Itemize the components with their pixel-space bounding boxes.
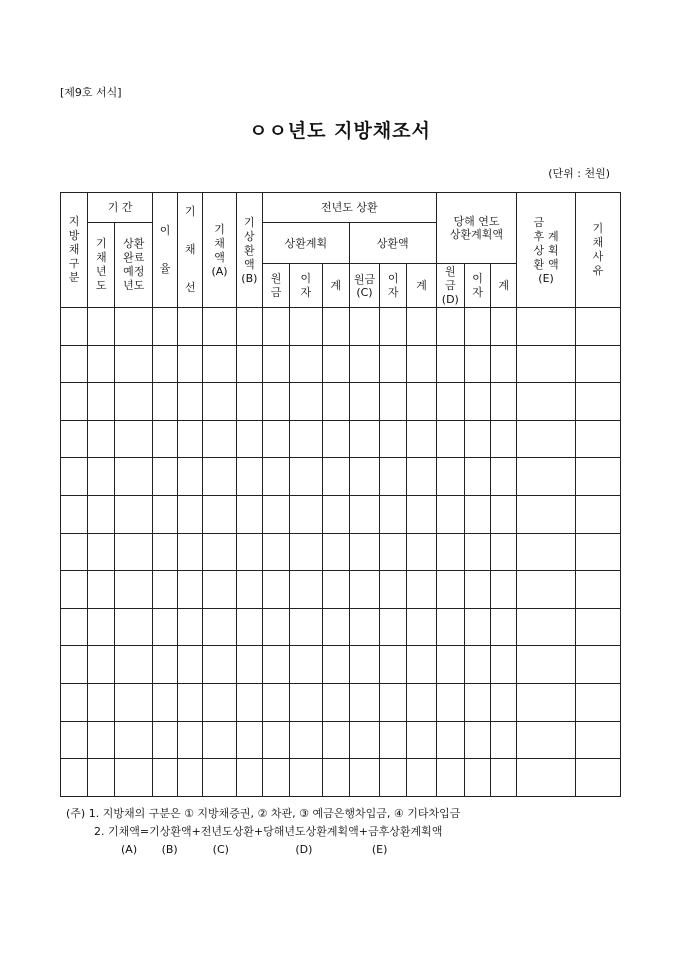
table-cell[interactable] [464,383,490,421]
table-cell[interactable] [464,571,490,609]
table-cell[interactable] [491,383,517,421]
table-cell[interactable] [290,759,322,797]
header-period: 기 간 [88,193,153,223]
table-cell[interactable] [178,571,203,609]
table-cell[interactable] [203,420,236,458]
table-cell[interactable] [236,495,262,533]
table-cell[interactable] [203,383,236,421]
table-cell[interactable] [349,571,379,609]
table-cell[interactable] [290,683,322,721]
table-cell[interactable] [178,420,203,458]
table-cell[interactable] [115,383,153,421]
header-issued-amount: 기채액 (A) [203,193,236,308]
table-cell[interactable] [61,345,88,383]
table-cell[interactable] [464,683,490,721]
table-cell[interactable] [517,308,576,346]
table-cell[interactable] [407,759,436,797]
table-cell[interactable] [153,571,178,609]
table-cell[interactable] [262,646,289,684]
table-cell[interactable] [322,683,349,721]
table-cell[interactable] [380,683,407,721]
table-cell[interactable] [236,646,262,684]
header-repaid: 상환액 [349,223,436,264]
table-cell[interactable] [464,308,490,346]
table-row [61,608,621,646]
table-cell[interactable] [436,683,464,721]
table-cell[interactable] [349,458,379,496]
table-cell[interactable] [290,646,322,684]
table-cell[interactable] [153,721,178,759]
header-principal-d: 원금 (D) [436,264,464,308]
table-row [61,458,621,496]
table-cell[interactable] [436,495,464,533]
header-plan-principal: 원금 [262,264,289,308]
table-cell[interactable] [436,458,464,496]
footnote-2: 2. 기채액=기상환액+전년도상환+당해년도상환계획액+금후상환계획액 [94,825,443,838]
table-cell[interactable] [380,646,407,684]
table-cell[interactable] [262,683,289,721]
table-cell[interactable] [290,608,322,646]
table-cell[interactable] [153,608,178,646]
header-repayment-plan: 상환계획 [262,223,349,264]
table-cell[interactable] [491,458,517,496]
table-cell[interactable] [491,420,517,458]
table-cell[interactable] [380,458,407,496]
table-cell[interactable] [236,533,262,571]
table-cell[interactable] [407,608,436,646]
table-cell[interactable] [290,495,322,533]
table-cell[interactable] [88,495,115,533]
table-cell[interactable] [464,608,490,646]
table-cell[interactable] [290,308,322,346]
table-cell[interactable] [349,759,379,797]
table-cell[interactable] [115,646,153,684]
table-cell[interactable] [178,345,203,383]
table-row [61,571,621,609]
table-cell[interactable] [407,420,436,458]
table-cell[interactable] [380,420,407,458]
table-cell[interactable] [322,345,349,383]
repaid-amount-mark: (B) [241,271,258,285]
table-cell[interactable] [236,420,262,458]
table-cell[interactable] [322,646,349,684]
table-cell[interactable] [380,571,407,609]
table-row [61,420,621,458]
header-repaid-total: 계 [407,264,436,308]
header-principal-c: 원금 (C) [349,264,379,308]
table-cell[interactable] [517,383,576,421]
table-cell[interactable] [61,646,88,684]
table-cell[interactable] [517,646,576,684]
table-cell[interactable] [61,571,88,609]
table-cell[interactable] [88,683,115,721]
table-cell[interactable] [436,721,464,759]
table-cell[interactable] [290,721,322,759]
table-cell[interactable] [203,608,236,646]
table-cell[interactable] [203,308,236,346]
table-cell[interactable] [491,308,517,346]
table-cell[interactable] [407,308,436,346]
table-cell[interactable] [517,420,576,458]
table-cell[interactable] [262,495,289,533]
table-row [61,759,621,797]
table-cell[interactable] [349,495,379,533]
table-cell[interactable] [380,533,407,571]
header-lender: 기채선 [178,193,203,308]
table-cell[interactable] [178,721,203,759]
table-cell[interactable] [262,308,289,346]
table-cell[interactable] [178,759,203,797]
table-cell[interactable] [88,571,115,609]
table-cell[interactable] [491,571,517,609]
table-row [61,683,621,721]
bond-schedule-table [60,192,621,797]
table-cell[interactable] [407,533,436,571]
table-cell[interactable] [517,759,576,797]
table-cell[interactable] [349,533,379,571]
table-cell[interactable] [178,608,203,646]
table-cell[interactable] [61,533,88,571]
table-cell[interactable] [236,458,262,496]
table-cell[interactable] [61,759,88,797]
header-rate: 이율 [153,193,178,308]
table-cell[interactable] [262,345,289,383]
table-cell[interactable] [575,646,620,684]
table-cell[interactable] [349,608,379,646]
table-cell[interactable] [203,345,236,383]
table-cell[interactable] [322,533,349,571]
table-cell[interactable] [464,420,490,458]
table-cell[interactable] [575,683,620,721]
table-cell[interactable] [61,458,88,496]
table-cell[interactable] [153,308,178,346]
table-cell[interactable] [322,721,349,759]
table-cell[interactable] [203,495,236,533]
table-cell[interactable] [236,345,262,383]
table-cell[interactable] [203,646,236,684]
table-cell[interactable] [236,759,262,797]
table-cell[interactable] [517,495,576,533]
table-cell[interactable] [178,383,203,421]
table-cell[interactable] [178,533,203,571]
table-cell[interactable] [349,308,379,346]
table-cell[interactable] [262,759,289,797]
table-cell[interactable] [322,608,349,646]
table-cell[interactable] [153,345,178,383]
table-cell[interactable] [178,308,203,346]
table-cell[interactable] [88,533,115,571]
table-cell[interactable] [380,383,407,421]
table-cell[interactable] [88,721,115,759]
table-cell[interactable] [262,420,289,458]
table-cell[interactable] [491,608,517,646]
table-cell[interactable] [407,646,436,684]
table-cell[interactable] [436,759,464,797]
table-cell[interactable] [575,383,620,421]
table-cell[interactable] [61,495,88,533]
table-cell[interactable] [115,458,153,496]
table-cell[interactable] [322,571,349,609]
table-cell[interactable] [491,646,517,684]
table-cell[interactable] [236,721,262,759]
table-cell[interactable] [464,646,490,684]
table-cell[interactable] [407,383,436,421]
table-cell[interactable] [115,721,153,759]
table-cell[interactable] [178,646,203,684]
table-cell[interactable] [262,533,289,571]
table-cell[interactable] [380,308,407,346]
header-current-total: 계 [491,264,517,308]
table-cell[interactable] [61,683,88,721]
table-cell[interactable] [115,345,153,383]
table-cell[interactable] [407,458,436,496]
table-cell[interactable] [236,683,262,721]
table-cell[interactable] [322,495,349,533]
table-cell[interactable] [436,646,464,684]
table-cell[interactable] [88,608,115,646]
header-reason: 기채사유 [575,193,620,308]
table-cell[interactable] [464,458,490,496]
table-cell[interactable] [575,608,620,646]
issued-amount-mark: (A) [211,264,228,278]
header-plan-total: 계 [322,264,349,308]
table-cell[interactable] [290,458,322,496]
table-cell[interactable] [203,533,236,571]
table-cell[interactable] [464,345,490,383]
header-category: 지방채구분 [61,193,88,308]
header-prev-year-repayment: 전년도 상환 [262,193,436,223]
table-cell[interactable] [517,345,576,383]
table-cell[interactable] [322,759,349,797]
table-cell[interactable] [88,308,115,346]
footnote-formula-marks: (A) (B) (C) (D) (E) [121,843,388,856]
table-cell[interactable] [61,383,88,421]
table-cell[interactable] [464,721,490,759]
table-cell[interactable] [153,533,178,571]
table-cell[interactable] [491,721,517,759]
table-cell[interactable] [464,495,490,533]
header-current-year: 당해 연도 상환계획액 [436,193,517,264]
table-cell[interactable] [407,571,436,609]
document-title: ㅇㅇ년도 지방채조서 [249,120,431,142]
table-cell[interactable] [203,683,236,721]
table-cell[interactable] [203,759,236,797]
table-cell[interactable] [491,495,517,533]
table-cell[interactable] [575,533,620,571]
table-cell[interactable] [178,458,203,496]
table-cell[interactable] [115,495,153,533]
footnote-1: (주) 1. 지방채의 구분은 ① 지방채증권, ② 차관, ③ 예금은행차입금, ④ 기타차입금 [66,807,461,820]
header-plan-interest: 이자 [290,264,322,308]
table-cell[interactable] [436,420,464,458]
future-plan-mark: (E) [538,271,554,285]
table-cell[interactable] [88,383,115,421]
table-cell[interactable] [407,721,436,759]
table-row [61,308,621,346]
table-body [61,308,621,797]
table-cell[interactable] [436,608,464,646]
table-cell[interactable] [236,383,262,421]
table-cell[interactable] [436,308,464,346]
table-cell[interactable] [115,308,153,346]
table-cell[interactable] [575,420,620,458]
table-cell[interactable] [153,759,178,797]
header-repaid-amount: 기상환액 (B) [236,193,262,308]
table-cell[interactable] [407,345,436,383]
table-cell[interactable] [349,683,379,721]
table-cell[interactable] [153,495,178,533]
table-cell[interactable] [236,571,262,609]
table-cell[interactable] [290,345,322,383]
table-cell[interactable] [380,345,407,383]
table-cell[interactable] [61,420,88,458]
table-cell[interactable] [349,345,379,383]
table-row [61,646,621,684]
table-cell[interactable] [517,683,576,721]
table-cell[interactable] [153,420,178,458]
table-cell[interactable] [491,683,517,721]
table-cell[interactable] [115,683,153,721]
table-cell[interactable] [115,608,153,646]
table-cell[interactable] [575,458,620,496]
table-cell[interactable] [436,571,464,609]
table-cell[interactable] [517,608,576,646]
table-cell[interactable] [436,345,464,383]
table-cell[interactable] [491,345,517,383]
table-cell[interactable] [322,458,349,496]
table-cell[interactable] [349,383,379,421]
table-cell[interactable] [178,683,203,721]
table-cell[interactable] [380,721,407,759]
table-cell[interactable] [236,308,262,346]
unit-label: (단위 : 천원) [548,167,610,180]
table-cell[interactable] [153,383,178,421]
table-cell[interactable] [464,759,490,797]
table-cell[interactable] [575,571,620,609]
table-cell[interactable] [322,383,349,421]
table-cell[interactable] [262,721,289,759]
table-cell[interactable] [517,721,576,759]
table-cell[interactable] [262,608,289,646]
table-cell[interactable] [203,721,236,759]
table-cell[interactable] [517,571,576,609]
table-cell[interactable] [88,345,115,383]
table-cell[interactable] [436,533,464,571]
table-row [61,721,621,759]
table-row [61,495,621,533]
table-cell[interactable] [290,383,322,421]
table-cell[interactable] [262,571,289,609]
table-cell[interactable] [153,458,178,496]
table-cell[interactable] [380,608,407,646]
table-cell[interactable] [436,383,464,421]
table-cell[interactable] [517,458,576,496]
table-cell[interactable] [575,721,620,759]
table-cell[interactable] [61,608,88,646]
table-cell[interactable] [61,721,88,759]
table-cell[interactable] [380,495,407,533]
table-cell[interactable] [575,495,620,533]
form-number: [제9호 서식] [60,86,122,99]
table-cell[interactable] [464,533,490,571]
table-cell[interactable] [203,458,236,496]
header-issue-year: 기채년도 [88,223,115,308]
table-cell[interactable] [322,420,349,458]
table-cell[interactable] [262,458,289,496]
table-cell[interactable] [236,608,262,646]
header-current-interest: 이자 [464,264,490,308]
table-cell[interactable] [153,683,178,721]
table-cell[interactable] [575,759,620,797]
table-cell[interactable] [407,683,436,721]
header-repaid-interest: 이자 [380,264,407,308]
table-cell[interactable] [290,571,322,609]
table-cell[interactable] [115,571,153,609]
table-cell[interactable] [88,458,115,496]
table-cell[interactable] [491,533,517,571]
table-cell[interactable] [115,533,153,571]
table-row [61,383,621,421]
table-cell[interactable] [153,646,178,684]
table-cell[interactable] [61,308,88,346]
table-row [61,533,621,571]
table-cell[interactable] [407,495,436,533]
table-cell[interactable] [517,533,576,571]
table-cell[interactable] [349,721,379,759]
table-cell[interactable] [380,759,407,797]
table-cell[interactable] [88,420,115,458]
table-cell[interactable] [88,759,115,797]
table-cell[interactable] [349,420,379,458]
table-cell[interactable] [115,420,153,458]
table-cell[interactable] [290,420,322,458]
table-cell[interactable] [115,759,153,797]
table-cell[interactable] [322,308,349,346]
table-cell[interactable] [491,759,517,797]
table-cell[interactable] [88,646,115,684]
table-cell[interactable] [178,495,203,533]
header-maturity-year: 상환완료예정년도 [115,223,153,308]
table-row [61,345,621,383]
table-cell[interactable] [575,345,620,383]
table-cell[interactable] [290,533,322,571]
table-cell[interactable] [203,571,236,609]
table-cell[interactable] [349,646,379,684]
table-cell[interactable] [262,383,289,421]
header-future-plan: 금후상환 계획액 (E) [517,193,576,308]
footnotes [66,805,460,859]
table-cell[interactable] [575,308,620,346]
